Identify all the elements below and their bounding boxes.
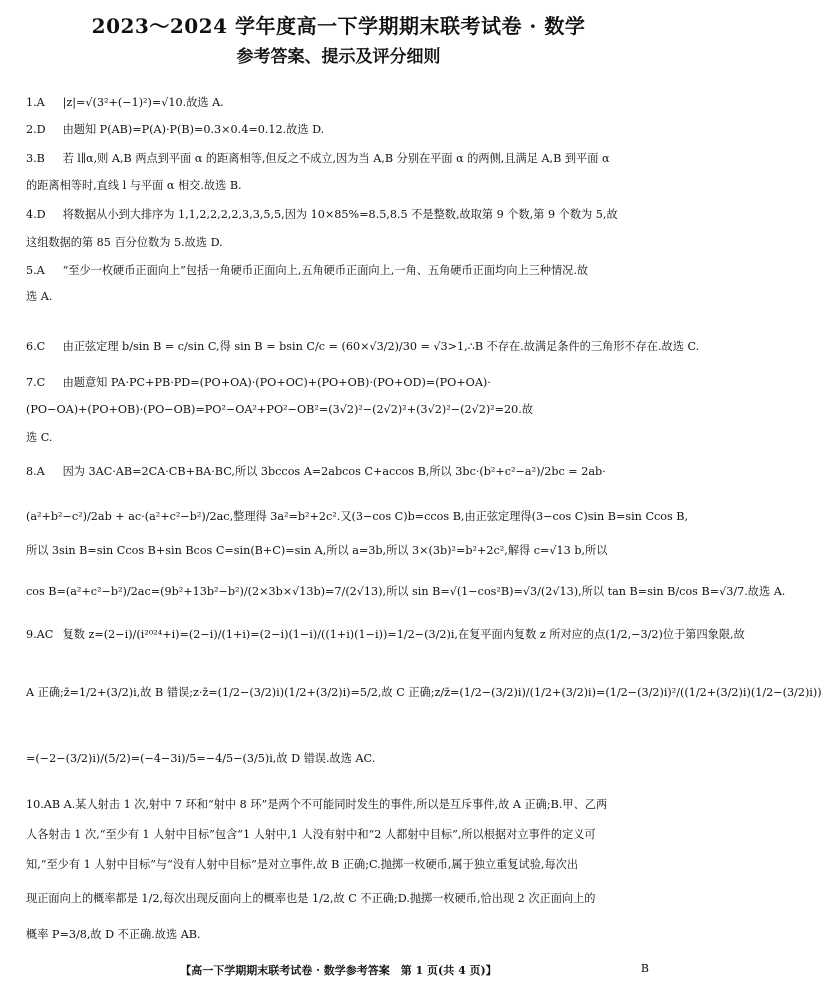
page-title: 2023～2024 学年度高一下学期期末联考试卷 · 数学 (91, 14, 586, 38)
answer-number: 2.D (26, 123, 46, 136)
answer-number: 8.A (26, 465, 45, 478)
answer-7-cont (26, 403, 654, 417)
answer-8-cont (26, 585, 786, 599)
answer-line: =(−2−(3/2)i)/(5/2)=(−4−3i)/5=−4/5−(3/5)i,故 D 错误.故选 AC. (26, 752, 376, 765)
answer-10 (26, 798, 654, 812)
answer-8-cont (26, 510, 689, 524)
answer-line: “至少一枚硬币正面向上”包括一角硬币正面向上,五角硬币正面向上,一角、五角硬币正面均向上三种情况.故 (62, 264, 589, 277)
answer-line: |z|=√(3²+(−1)²)=√10.故选 A. (62, 96, 224, 109)
answer-line: 这组数据的第 85 百分位数为 5.故选 D. (26, 236, 223, 249)
answer-3 (26, 152, 654, 166)
answer-number: 7.C (26, 376, 46, 389)
answer-line: 复数 z=(2−i)/(i²⁰²⁴+i)=(2−i)/(1+i)=(2−i)(1−i)/((1+i)(1−i))=1/2−(3/2)i,在复平面内复数 z 所对应的点(1/2,−3/2)位于第四象限,故 (62, 628, 745, 641)
answer-line: 现正面向上的概率都是 1/2,每次出现反面向上的概率也是 1/2,故 C 不正确;D.抛掷一枚硬币,恰出现 2 次正面向上的 (26, 892, 596, 905)
answer-6 (26, 340, 700, 354)
answer-line: 若 l∥α,则 A,B 两点到平面 α 的距离相等,但反之不成立,因为当 A,B 分别在平面 α 的两侧,且满足 A,B 到平面 α (62, 152, 610, 165)
answer-2 (26, 123, 654, 137)
answer-number: 1.A (26, 96, 45, 109)
answer-line: 选 A. (26, 290, 53, 303)
answer-3-cont (26, 179, 654, 193)
answer-line: 选 C. (26, 431, 53, 444)
answer-line: cos B=(a²+c²−b²)/2ac=(9b²+13b²−b²)/(2×3b×√13b)=7/(2√13),所以 sin B=√(1−cos²B)=√3/(2√13),所以 tan B=sin B/cos B=√3/7.故选 A. (26, 585, 786, 598)
answer-number: 9.AC (26, 628, 54, 641)
answer-line: 所以 3sin B=sin Ccos B+sin Bcos C=sin(B+C)=sin A,所以 a=3b,所以 3×(3b)²=b²+2c²,解得 c=√13 b,所以 (26, 544, 608, 557)
answer-10-cont (26, 892, 654, 906)
footer-version: B (640, 962, 649, 975)
answer-7 (26, 376, 654, 390)
page-subtitle: 参考答案、提示及评分细则 (236, 47, 441, 67)
answer-8-cont (26, 544, 654, 558)
footer-page-info: 【高一下学期期末联考试卷 · 数学参考答案 第 1 页(共 4 页)】 (180, 964, 497, 977)
answer-line: (PO−OA)+(PO+OB)·(PO−OB)=PO²−OA²+PO²−OB²=(3√2)²−(2√2)²+(3√2)²−(2√2)²=20.故 (26, 403, 534, 416)
answer-4 (26, 208, 654, 222)
answer-line: 将数据从小到大排序为 1,1,2,2,2,2,3,3,5,5,因为 10×85%=8.5,8.5 不是整数,故取第 9 个数,第 9 个数为 5,故 (62, 208, 618, 221)
answer-9-cont (26, 686, 822, 700)
answer-4-cont (26, 236, 654, 250)
answer-1 (26, 96, 654, 110)
answer-line: 由正弦定理 b/sin B = c/sin C,得 sin B = bsin C/c = (60×√3/2)/30 = √3>1,∴B 不存在.故满足条件的三角形不存在.故选 C. (62, 340, 700, 353)
answer-line: (a²+b²−c²)/2ab + ac·(a²+c²−b²)/2ac,整理得 3a²=b²+2c².又(3−cos C)b=ccos B,由正弦定理得(3−cos C)sin B=sin Ccos B, (26, 510, 689, 523)
answer-10-cont (26, 858, 654, 872)
answer-line: 人各射击 1 次,“至少有 1 人射中目标”包含“1 人射中,1 人没有射中和“2 人都射中目标”,所以根据对立事件的定义可 (26, 828, 596, 841)
answer-10-cont (26, 928, 654, 942)
answer-5 (26, 264, 654, 278)
answer-number: 3.B (26, 152, 45, 165)
answer-9-cont (26, 752, 654, 766)
answer-line: 因为 3AC·AB=2CA·CB+BA·BC,所以 3bccos A=2abcos C+accos B,所以 3bc·(b²+c²−a²)/2bc = 2ab· (62, 465, 606, 478)
answer-line: 的距离相等时,直线 l 与平面 α 相交.故选 B. (26, 179, 242, 192)
answer-line: 由题知 P(AB)=P(A)·P(B)=0.3×0.4=0.12.故选 D. (62, 123, 325, 136)
answer-number: 5.A (26, 264, 45, 277)
answer-number: 10.AB (26, 798, 61, 811)
answer-line: A.某人射击 1 次,射中 7 环和“射中 8 环”是两个不可能同时发生的事件,所以是互斥事件,故 A 正确;B.甲、乙两 (63, 798, 608, 811)
answer-5-cont (26, 290, 654, 304)
answer-number: 6.C (26, 340, 46, 353)
answer-number: 4.D (26, 208, 46, 221)
answer-10-cont (26, 828, 654, 842)
answer-line: 概率 P=3/8,故 D 不正确.故选 AB. (26, 928, 201, 941)
answer-line: 知,“至少有 1 人射中目标”与“没有人射中目标”是对立事件,故 B 正确;C.抛掷一枚硬币,属于独立重复试验,每次出 (26, 858, 579, 871)
answer-line: A 正确;z̄=1/2+(3/2)i,故 B 错误;z·z̄=(1/2−(3/2)i)(1/2+(3/2)i)=5/2,故 C 正确;z/z̄=(1/2−(3/2)i)/(1/2+(3/2)i)=(1/2−(3/2)i)²/((1/2+(3/2)i)(1/2−(3/2)i)) (26, 686, 822, 699)
answer-7-cont (26, 431, 654, 445)
answer-9 (26, 628, 745, 642)
answer-line: 由题意知 PA·PC+PB·PD=(PO+OA)·(PO+OC)+(PO+OB)·(PO+OD)=(PO+OA)· (62, 376, 491, 389)
answer-8 (26, 465, 654, 479)
